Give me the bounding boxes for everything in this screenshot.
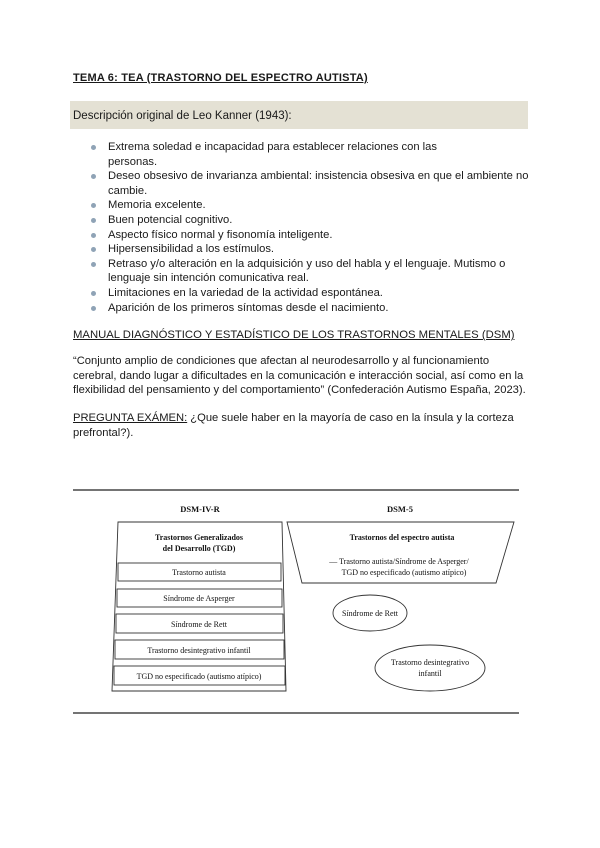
list-item: Hipersensibilidad a los estímulos.	[90, 242, 530, 257]
dsm-quote: “Conjunto amplio de condiciones que afectan al neurodesarrollo y al funcionamiento cerebral, dando lugar a dificultades en la comunicación e interacción social, así como en la flexibilidad del pensamiento y del comportamiento” (Confederación Autismo España, 2023).	[73, 355, 526, 397]
box-rett-label: Síndrome de Rett	[171, 620, 227, 629]
tgd-title-line2: del Desarrollo (TGD)	[162, 544, 236, 553]
ellipse-rett-label: Síndrome de Rett	[342, 609, 398, 618]
list-item: Memoria excelente.	[90, 198, 530, 213]
exam-question-text: ¿Que suele haber en la mayoría de caso en la ínsula y la corteza prefrontal?).	[73, 412, 514, 439]
list-item-continuation: lenguaje sin intención comunicativa real.	[108, 272, 309, 285]
box-tgd-no-especificado-label: TGD no especificado (autismo atípico)	[136, 672, 262, 681]
list-item: Aparición de los primeros síntomas desde el nacimiento.	[90, 301, 530, 316]
document-title: TEMA 6: TEA (TRASTORNO DEL ESPECTRO AUTISTA)	[73, 72, 368, 84]
dsm-heading: MANUAL DIAGNÓSTICO Y ESTADÍSTICO DE LOS TRASTORNOS MENTALES (DSM)	[73, 329, 515, 341]
list-item-continuation: personas.	[108, 155, 158, 168]
tea-title: Trastornos del espectro autista	[349, 533, 455, 542]
ellipse-desintegrativo-line1: Trastorno desintegrativo	[390, 658, 470, 667]
list-item: Deseo obsesivo de invarianza ambiental: insistencia obsesiva en que el ambiente no	[90, 169, 530, 184]
ellipse-desintegrativo	[375, 645, 485, 691]
ellipse-desintegrativo-line2: infantil	[418, 669, 442, 678]
box-asperger-label: Síndrome de Asperger	[163, 594, 235, 603]
tea-item-line2: TGD no especificado (autismo atípico)	[341, 568, 467, 577]
tgd-title-line1: Trastornos Generalizados	[154, 533, 244, 542]
tea-item-line1: — Trastorno autista/Síndrome de Asperger/	[329, 557, 469, 566]
list-item: Extrema soledad e incapacidad para establecer relaciones con las	[90, 140, 530, 155]
list-item: Aspecto físico normal y fisonomía inteligente.	[90, 228, 530, 243]
list-item: Buen potencial cognitivo.	[90, 213, 530, 228]
list-item: Limitaciones en la variedad de la actividad espontánea.	[90, 286, 530, 301]
dsm-5-header: DSM-5	[387, 504, 413, 514]
dsm-iv-header: DSM-IV-R	[180, 504, 220, 514]
box-desintegrativo-label: Trastorno desintegrativo infantil	[147, 646, 251, 655]
list-item: Retraso y/o alteración en la adquisición y uso del habla y el lenguaje. Mutismo o	[90, 257, 530, 272]
exam-question-label: PREGUNTA EXÁMEN:	[73, 412, 188, 424]
box-trastorno-autista-label: Trastorno autista	[172, 568, 226, 577]
list-item-continuation: cambie.	[108, 184, 148, 197]
kanner-heading: Descripción original de Leo Kanner (1943):	[73, 110, 292, 122]
